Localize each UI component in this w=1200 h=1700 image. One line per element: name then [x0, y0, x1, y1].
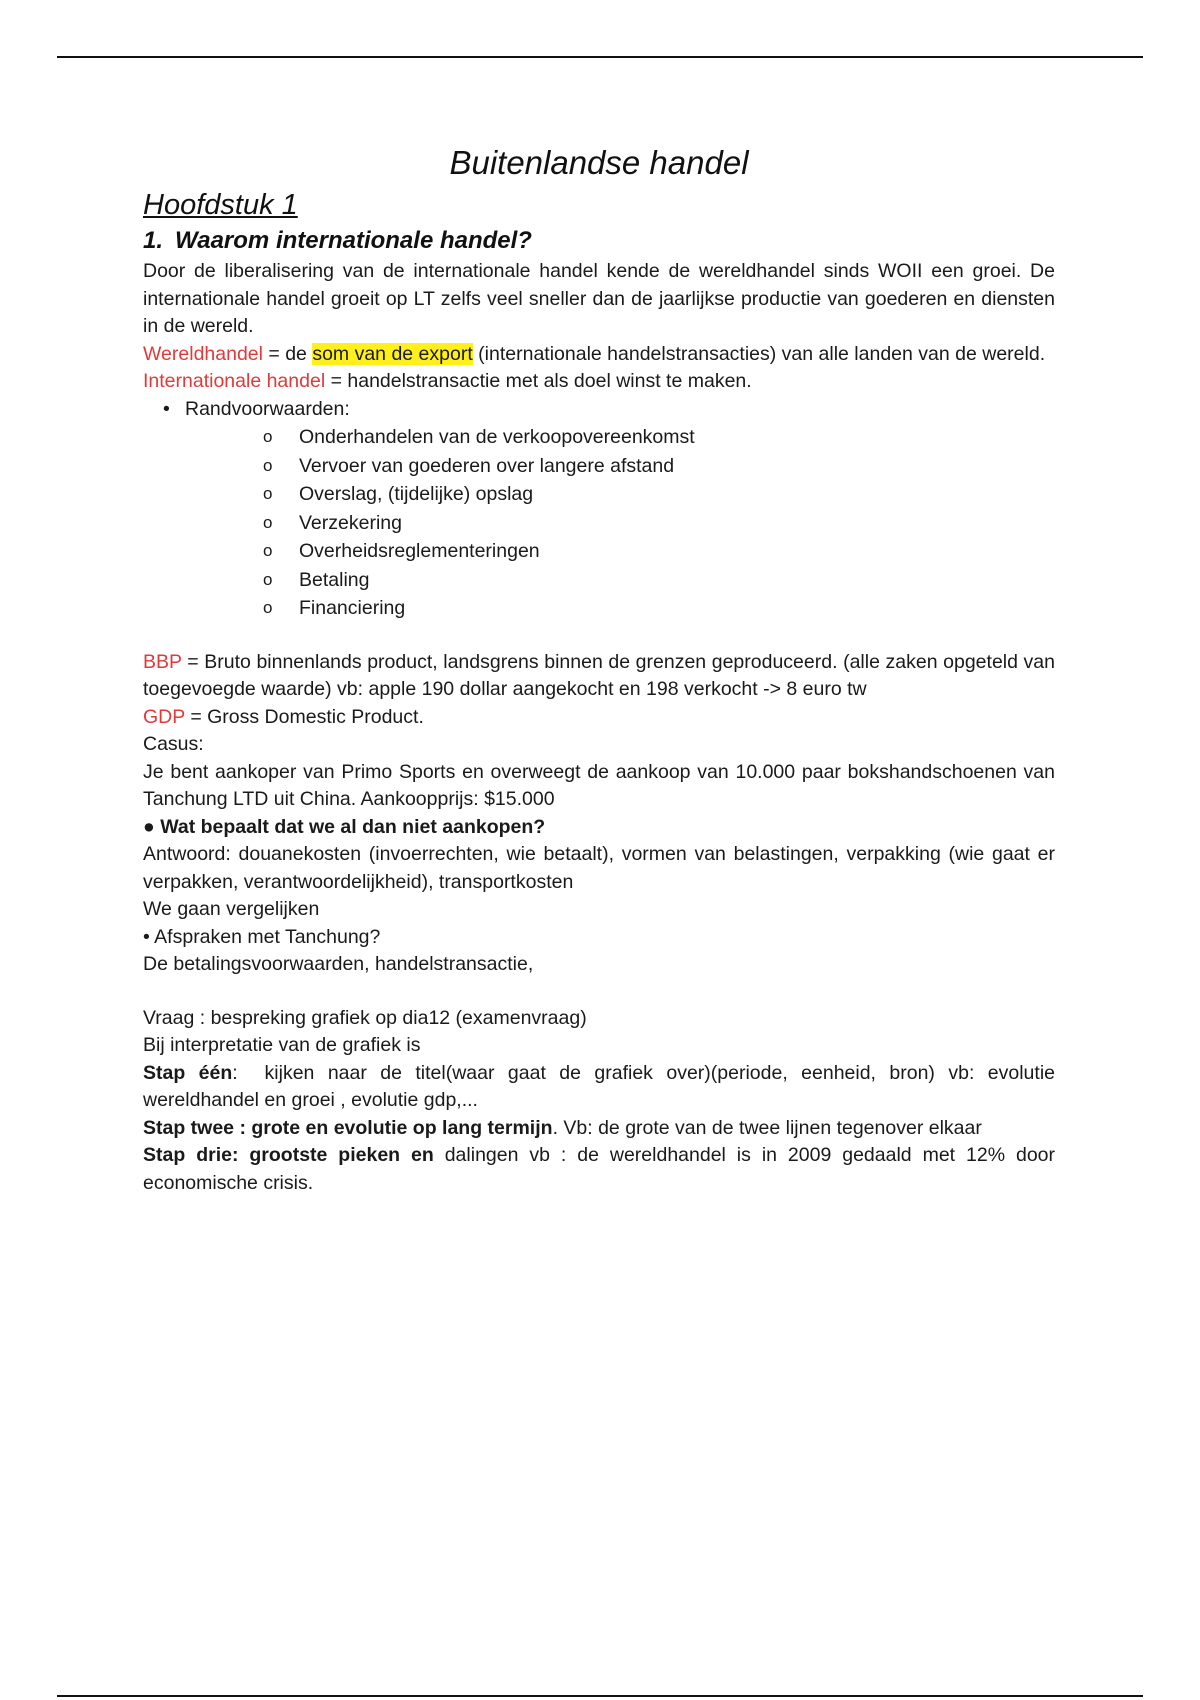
term-gdp: GDP — [143, 705, 185, 728]
list-item: o Verzekering — [263, 509, 1055, 538]
section-title: Waarom internationale handel? — [175, 227, 532, 254]
list-item: o Financiering — [263, 594, 1055, 623]
definition-bbp — [143, 649, 1061, 704]
casus-label: Casus: — [143, 733, 204, 755]
spacer — [143, 623, 1055, 649]
casus-text: Je bent aankoper van Primo Sports en overweegt de aankoop van 10.000 paar bokshandschoenen van Tanchung LTD uit China. Aankoopprijs: $15.000 — [143, 760, 1055, 810]
list-item: o Overheidsreglementeringen — [263, 537, 1055, 566]
casus-answer-2: De betalingsvoorwaarden, handelstransactie, — [143, 953, 534, 975]
stap-text: dalingen vb : de wereldhandel is in 2009 gedaald met 12% door economische crisis. — [143, 1144, 1061, 1194]
definition-text: = Gross Domestic Product. — [184, 705, 424, 728]
stap-2 — [143, 1115, 1055, 1143]
term-bbp: BBP — [143, 650, 182, 673]
stap-label: Stap één — [143, 1061, 233, 1084]
bottom-rule — [57, 1695, 1143, 1697]
vraag-line-1: Vraag : bespreking grafiek op dia12 (examenvraag) — [143, 1006, 587, 1029]
chapter-heading: Hoofdstuk 1 — [143, 189, 298, 221]
intro-paragraph: Door de liberalisering van de internationale handel kende de wereldhandel sinds WOII een groei. De internationale handel groeit op LT zelfs veel sneller dan de jaarlijkse productie van goederen en diensten in de wereld. — [143, 260, 1055, 337]
section-heading — [143, 224, 1055, 258]
casus-compare: We gaan vergelijken — [143, 898, 320, 920]
document-body — [143, 140, 1061, 1197]
sub-list — [185, 423, 1055, 623]
casus-answer-1: Antwoord: douanekosten (invoerrechten, wie betaalt), vormen van belastingen, verpakking (wie gaat er verpakken, verantwoordelijkheid), transportkosten — [143, 843, 1055, 893]
highlighted-text: som van de export — [312, 342, 473, 365]
definition-wereldhandel — [143, 341, 1055, 369]
randvoorwaarden-label: Randvoorwaarden: — [185, 397, 350, 420]
section-number: 1. — [143, 227, 164, 254]
definition-text: = de — [262, 342, 313, 365]
list-item: o Overslag, (tijdelijke) opslag — [263, 480, 1055, 509]
stap-text: : kijken naar de titel(waar gaat de grafiek over)(periode, eenheid, bron) vb: evolutie wereldhandel en groei , evolutie gdp,... — [143, 1061, 1061, 1111]
vraag-line-2: Bij interpretatie van de grafiek is — [143, 1034, 421, 1056]
document-title: Buitenlandse handel — [449, 144, 749, 181]
stap-3 — [143, 1142, 1061, 1197]
term-wereldhandel: Wereldhandel — [143, 342, 263, 365]
question-text: ● Wat bepaalt dat we al dan niet aankopen? — [143, 815, 546, 838]
casus-question-1 — [143, 814, 1055, 842]
list-item: o Betaling — [263, 566, 1055, 595]
stap-label: Stap twee : grote en evolutie op lang termijn — [143, 1116, 553, 1139]
definition-internationale-handel — [143, 368, 1055, 396]
definition-text: (internationale handelstransacties) van alle landen van de wereld. — [472, 342, 1046, 365]
list-item: o Vervoer van goederen over langere afstand — [263, 452, 1055, 481]
casus-question-2: • Afspraken met Tanchung? — [143, 925, 381, 948]
definition-gdp — [143, 704, 1055, 732]
bullet-list — [143, 396, 1055, 623]
spacer — [143, 979, 1055, 1005]
list-item: o Onderhandelen van de verkoopovereenkomst — [263, 423, 1055, 452]
top-rule — [57, 56, 1143, 58]
definition-text: = handelstransactie met als doel winst te maken. — [325, 370, 752, 392]
term-internationale-handel: Internationale handel — [143, 370, 326, 392]
stap-label: Stap drie: grootste pieken en — [143, 1144, 434, 1166]
definition-text: = Bruto binnenlands product, landsgrens binnen de grenzen geproduceerd. (alle zaken opgeteld van toegevoegde waarde) vb: apple 190 dollar aangekocht en 198 verkocht -> 8 euro tw — [143, 650, 1061, 700]
list-item — [163, 396, 1055, 623]
stap-text: . Vb: de grote van de twee lijnen tegenover elkaar — [552, 1116, 982, 1139]
stap-1 — [143, 1060, 1061, 1115]
